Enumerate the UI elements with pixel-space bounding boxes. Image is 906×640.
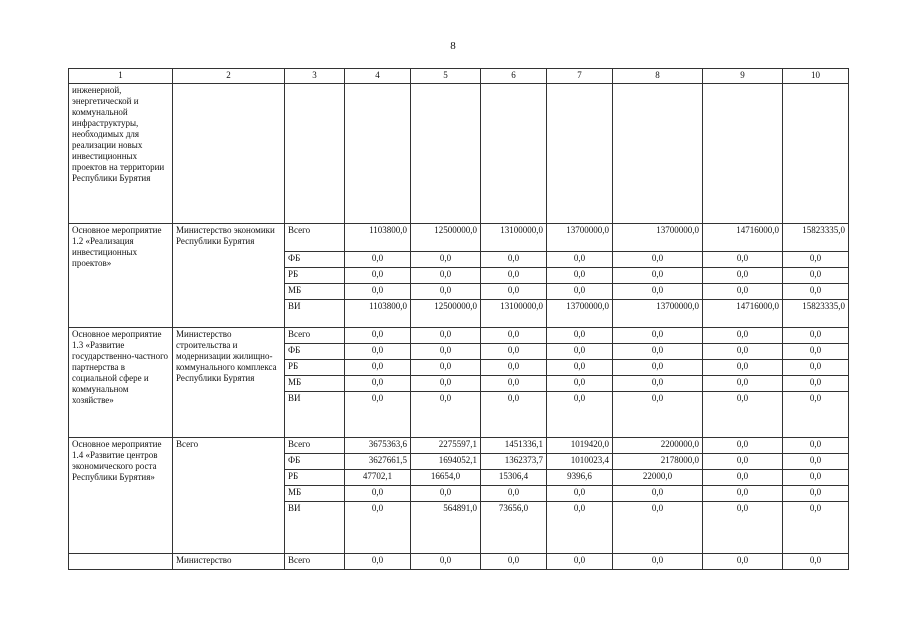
value-cell: 3675363,6 — [345, 438, 411, 454]
value-cell: 0,0 — [481, 360, 547, 376]
column-header: 7 — [547, 69, 613, 84]
value-cell: 0,0 — [411, 284, 481, 300]
value-cell: 47702,1 — [345, 470, 411, 486]
executor-name: Министерство — [173, 554, 285, 570]
value-cell: 0,0 — [703, 392, 783, 438]
value-cell: 0,0 — [345, 344, 411, 360]
value-cell: 0,0 — [613, 284, 703, 300]
header-row — [69, 69, 849, 84]
value-cell: 1103800,0 — [345, 300, 411, 328]
value-cell: 0,0 — [613, 502, 703, 554]
value-cell: 0,0 — [547, 344, 613, 360]
column-header: 5 — [411, 69, 481, 84]
value-cell: 0,0 — [481, 284, 547, 300]
value-cell: 14716000,0 — [703, 300, 783, 328]
value-cell: 0,0 — [345, 360, 411, 376]
value-cell: 0,0 — [783, 252, 849, 268]
value-cell: 0,0 — [613, 268, 703, 284]
value-cell: 0,0 — [783, 392, 849, 438]
funding-source: Всего — [285, 438, 345, 454]
value-cell: 0,0 — [481, 554, 547, 570]
funding-source: МБ — [285, 376, 345, 392]
value-cell: 0,0 — [411, 328, 481, 344]
value-cell: 0,0 — [481, 328, 547, 344]
column-header: 8 — [613, 69, 703, 84]
value-cell: 3627661,5 — [345, 454, 411, 470]
value-cell: 0,0 — [481, 392, 547, 438]
value-cell: 0,0 — [547, 328, 613, 344]
funding-source: ВИ — [285, 502, 345, 554]
value-cell: 0,0 — [703, 344, 783, 360]
funding-source: РБ — [285, 268, 345, 284]
value-cell: 0,0 — [411, 252, 481, 268]
page-number: 8 — [450, 40, 456, 52]
value-cell: 13100000,0 — [481, 224, 547, 252]
value-cell: 0,0 — [783, 360, 849, 376]
value-cell: 0,0 — [411, 554, 481, 570]
measure-name: Основное мероприятие 1.4 «Развитие центров экономического роста Республики Бурятия» — [69, 438, 173, 554]
value-cell: 0,0 — [345, 554, 411, 570]
value-cell: 0,0 — [783, 470, 849, 486]
column-header: 1 — [69, 69, 173, 84]
value-cell: 0,0 — [345, 284, 411, 300]
value-cell: 1694052,1 — [411, 454, 481, 470]
value-cell: 0,0 — [783, 284, 849, 300]
column-header: 2 — [173, 69, 285, 84]
executor-name: Всего — [173, 438, 285, 554]
value-cell: 0,0 — [547, 392, 613, 438]
funding-source: ВИ — [285, 392, 345, 438]
value-cell: 0,0 — [613, 392, 703, 438]
measure-name: Основное мероприятие 1.2 «Реализация инвестиционных проектов» — [69, 224, 173, 328]
value-cell: 0,0 — [613, 252, 703, 268]
column-header: 3 — [285, 69, 345, 84]
funding-source: МБ — [285, 486, 345, 502]
value-cell: 0,0 — [703, 252, 783, 268]
value-cell: 15823335,0 — [783, 224, 849, 252]
value-cell: 1019420,0 — [547, 438, 613, 454]
value-cell: 0,0 — [345, 252, 411, 268]
value-cell: 0,0 — [703, 438, 783, 454]
table-row — [69, 224, 849, 252]
column-header: 4 — [345, 69, 411, 84]
executor-name: Министерство строительства и модернизации жилищно-коммунального комплекса Республики Бурятия — [173, 328, 285, 438]
value-cell: 0,0 — [703, 470, 783, 486]
funding-source: Всего — [285, 224, 345, 252]
value-cell: 2178000,0 — [613, 454, 703, 470]
value-cell: 0,0 — [547, 268, 613, 284]
funding-source: ФБ — [285, 344, 345, 360]
value-cell: 0,0 — [345, 392, 411, 438]
value-cell: 15306,4 — [481, 470, 547, 486]
value-cell: 0,0 — [411, 392, 481, 438]
value-cell: 0,0 — [547, 284, 613, 300]
value-cell: 0,0 — [345, 486, 411, 502]
value-cell: 0,0 — [481, 344, 547, 360]
table-row — [69, 328, 849, 344]
value-cell: 0,0 — [547, 486, 613, 502]
value-cell: 2200000,0 — [613, 438, 703, 454]
value-cell: 0,0 — [703, 454, 783, 470]
value-cell: 0,0 — [783, 344, 849, 360]
value-cell: 0,0 — [613, 360, 703, 376]
column-header: 6 — [481, 69, 547, 84]
value-cell: 0,0 — [547, 360, 613, 376]
continuation-row — [69, 84, 849, 224]
value-cell: 0,0 — [411, 360, 481, 376]
value-cell: 0,0 — [547, 376, 613, 392]
value-cell: 0,0 — [613, 328, 703, 344]
value-cell: 564891,0 — [411, 502, 481, 554]
value-cell: 0,0 — [783, 454, 849, 470]
column-header: 10 — [783, 69, 849, 84]
table-row — [69, 438, 849, 454]
value-cell: 0,0 — [703, 502, 783, 554]
value-cell: 13700000,0 — [613, 300, 703, 328]
value-cell: 12500000,0 — [411, 300, 481, 328]
value-cell: 0,0 — [783, 376, 849, 392]
table-row — [69, 554, 849, 570]
value-cell: 0,0 — [613, 344, 703, 360]
funding-source: ВИ — [285, 300, 345, 328]
value-cell: 0,0 — [411, 486, 481, 502]
value-cell: 0,0 — [703, 284, 783, 300]
budget-table — [68, 68, 849, 570]
value-cell: 0,0 — [783, 438, 849, 454]
value-cell: 0,0 — [411, 268, 481, 284]
value-cell: 0,0 — [481, 268, 547, 284]
value-cell: 0,0 — [703, 376, 783, 392]
value-cell: 0,0 — [703, 268, 783, 284]
funding-source: РБ — [285, 470, 345, 486]
value-cell: 0,0 — [345, 502, 411, 554]
column-header: 9 — [703, 69, 783, 84]
value-cell: 0,0 — [411, 344, 481, 360]
value-cell: 0,0 — [783, 486, 849, 502]
executor-name: Министерство экономики Республики Бурятия — [173, 224, 285, 328]
value-cell: 0,0 — [703, 360, 783, 376]
value-cell: 13700000,0 — [547, 224, 613, 252]
value-cell: 13100000,0 — [481, 300, 547, 328]
value-cell: 0,0 — [345, 328, 411, 344]
value-cell: 0,0 — [411, 376, 481, 392]
value-cell: 73656,0 — [481, 502, 547, 554]
funding-source: ФБ — [285, 252, 345, 268]
value-cell: 0,0 — [345, 268, 411, 284]
value-cell: 9396,6 — [547, 470, 613, 486]
value-cell: 0,0 — [783, 502, 849, 554]
value-cell: 1451336,1 — [481, 438, 547, 454]
value-cell: 1103800,0 — [345, 224, 411, 252]
value-cell: 0,0 — [703, 486, 783, 502]
funding-source: ФБ — [285, 454, 345, 470]
value-cell: 13700000,0 — [613, 224, 703, 252]
value-cell: 0,0 — [481, 376, 547, 392]
value-cell: 0,0 — [547, 502, 613, 554]
value-cell: 0,0 — [703, 328, 783, 344]
value-cell: 0,0 — [613, 376, 703, 392]
value-cell: 0,0 — [345, 376, 411, 392]
value-cell: 0,0 — [783, 328, 849, 344]
value-cell: 0,0 — [703, 554, 783, 570]
value-cell: 0,0 — [547, 252, 613, 268]
value-cell: 1010023,4 — [547, 454, 613, 470]
value-cell: 0,0 — [481, 486, 547, 502]
value-cell: 22000,0 — [613, 470, 703, 486]
value-cell: 0,0 — [481, 252, 547, 268]
value-cell: 0,0 — [783, 268, 849, 284]
value-cell: 0,0 — [613, 554, 703, 570]
value-cell: 12500000,0 — [411, 224, 481, 252]
funding-source: МБ — [285, 284, 345, 300]
value-cell: 16654,0 — [411, 470, 481, 486]
measure-name: Основное мероприятие 1.3 «Развитие государственно-частного партнерства в социальной сфере и коммунальном хозяйстве» — [69, 328, 173, 438]
funding-source: РБ — [285, 360, 345, 376]
value-cell: 0,0 — [783, 554, 849, 570]
value-cell: 13700000,0 — [547, 300, 613, 328]
funding-source: Всего — [285, 328, 345, 344]
funding-source: Всего — [285, 554, 345, 570]
continuation-text: инженерной, энергетической и коммунальной инфраструктуры, необходимых для реализации новых инвестиционных проектов на территории Республики Бурятия — [69, 84, 173, 224]
value-cell: 0,0 — [547, 554, 613, 570]
value-cell: 1362373,7 — [481, 454, 547, 470]
value-cell: 2275597,1 — [411, 438, 481, 454]
value-cell: 15823335,0 — [783, 300, 849, 328]
value-cell: 14716000,0 — [703, 224, 783, 252]
value-cell: 0,0 — [613, 486, 703, 502]
